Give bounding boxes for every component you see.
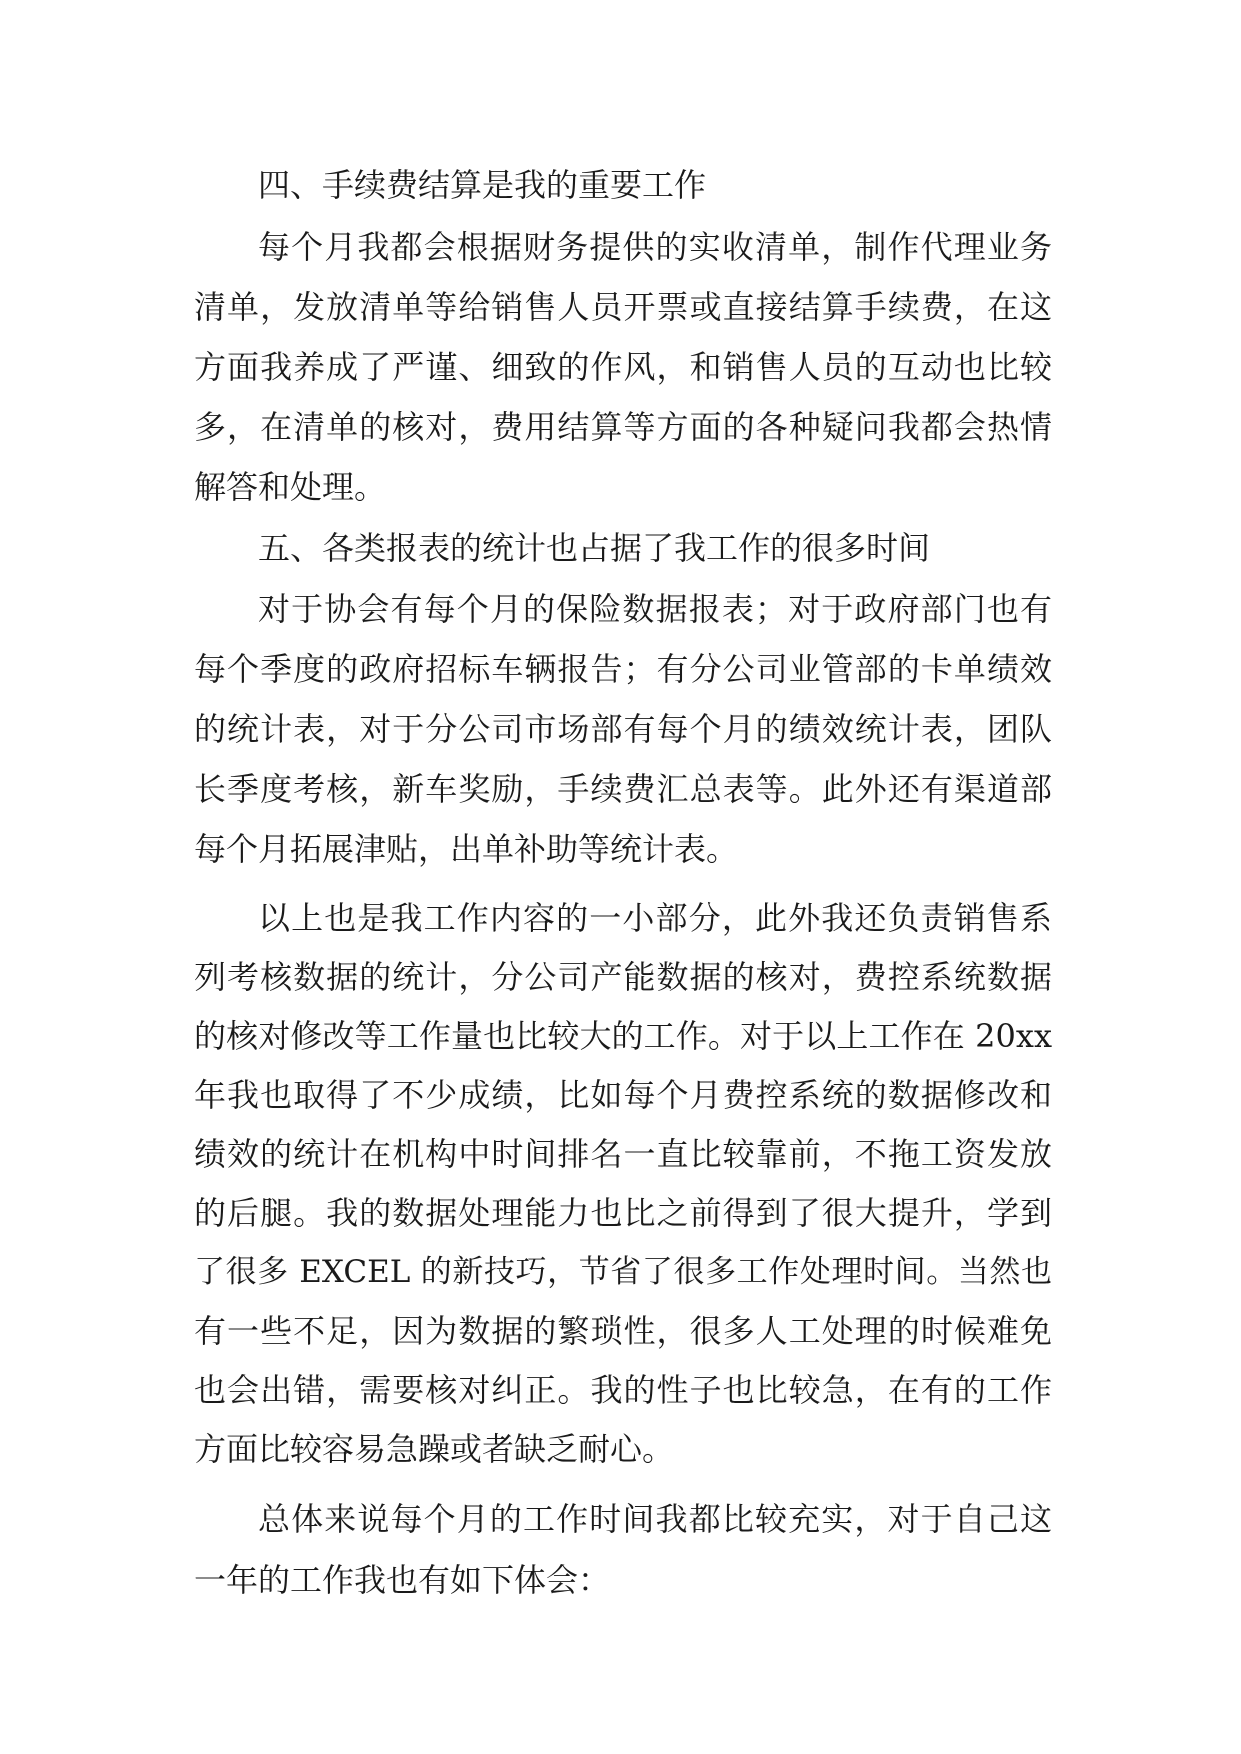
paragraph-line: 长季度考核，新车奖励，手续费汇总表等。此外还有渠道部 [194,770,1052,808]
paragraph-line: 清单，发放清单等给销售人员开票或直接结算手续费，在这 [194,288,1052,326]
paragraph-line: 多，在清单的核对，费用结算等方面的各种疑问我都会热情 [194,408,1052,446]
paragraph-line: 总体来说每个月的工作时间我都比较充实，对于自己这 [258,1500,1052,1538]
paragraph-line: 的核对修改等工作量也比较大的工作。对于以上工作在 20xx [194,1017,1052,1055]
section-heading-5: 五、各类报表的统计也占据了我工作的很多时间 [258,529,931,567]
paragraph-line: 也会出错，需要核对纠正。我的性子也比较急，在有的工作 [194,1371,1052,1409]
paragraph-line: 对于协会有每个月的保险数据报表；对于政府部门也有 [258,590,1052,628]
paragraph-line: 一年的工作我也有如下体会： [194,1561,611,1599]
paragraph-line: 的后腿。我的数据处理能力也比之前得到了很大提升，学到 [194,1194,1052,1232]
paragraph-line: 以上也是我工作内容的一小部分，此外我还负责销售系 [258,899,1052,937]
paragraph-line: 每个季度的政府招标车辆报告；有分公司业管部的卡单绩效 [194,650,1052,688]
paragraph-line: 方面比较容易急躁或者缺乏耐心。 [194,1430,675,1468]
paragraph-line: 每个月拓展津贴，出单补助等统计表。 [194,830,739,868]
paragraph-line: 列考核数据的统计，分公司产能数据的核对，费控系统数据 [194,958,1052,996]
paragraph-line: 绩效的统计在机构中时间排名一直比较靠前，不拖工资发放 [194,1135,1052,1173]
paragraph-line: 有一些不足，因为数据的繁琐性，很多人工处理的时候难免 [194,1312,1052,1350]
section-heading-4: 四、手续费结算是我的重要工作 [258,166,707,204]
paragraph-line: 了很多 EXCEL 的新技巧，节省了很多工作处理时间。当然也 [194,1254,1052,1290]
paragraph-line: 的统计表，对于分公司市场部有每个月的绩效统计表，团队 [194,710,1052,748]
paragraph-line: 解答和处理。 [194,468,387,506]
paragraph-line: 年我也取得了不少成绩，比如每个月费控系统的数据修改和 [194,1076,1052,1114]
paragraph-line: 方面我养成了严谨、细致的作风，和销售人员的互动也比较 [194,348,1052,386]
paragraph-line: 每个月我都会根据财务提供的实收清单，制作代理业务 [258,228,1052,266]
